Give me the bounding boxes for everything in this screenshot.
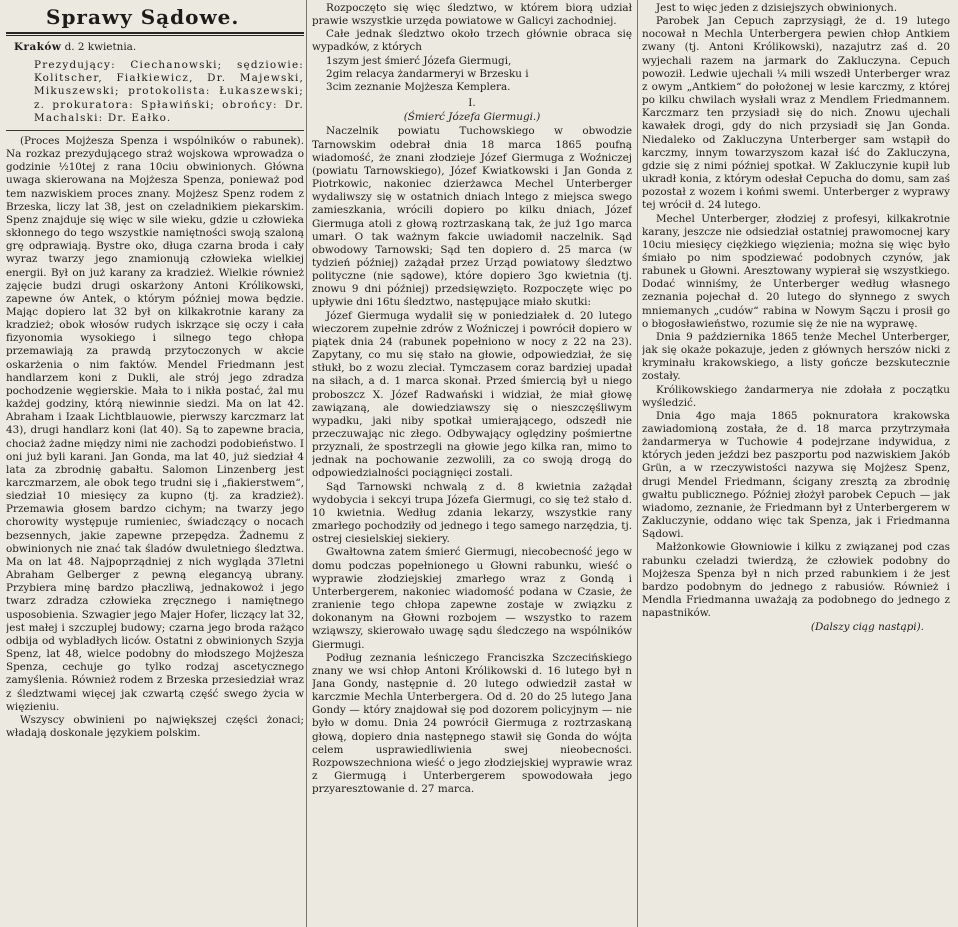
paragraph: Rozpoczęto się więc śledztwo, w którem biorą udział prawie wszystkie urzęda powiatowe w Galicyi zachodniej. xyxy=(312,2,632,28)
paragraph: Podług zeznania leśniczego Franciszka Szczecińskiego znany we wsi chłop Antoni Królikowski d. 16 lutego był n Jana Gondy, następnie d. 20 lutego odwiedził zastał w karczmie Mechla Unterbergera. Od d. 20 do 25 lutego Jana Gondy — który znajdował się pod dozorem policyjnym — nie było w domu. Dnia 24 powrócił Giermuga z roztrzaskaną głową, dopiero dnia następnego stawił się Gonda do wójta celem usprawiedliwienia swej nieobecności. Rozpowszechniona wieść o jego złodziejskiej wyprawie wraz z Giermugą i Unterbergerem spowodowała jego przyaresztowanie d. 27 marca. xyxy=(312,651,632,796)
paragraph: Dnia 4go maja 1865 poknuratora krakowska zawiadomioną została, że d. 18 marca przytrzymała żandarmerya w Tuchowie 4 podejrzane indywidua, z których jeden jeździ bez paszportu pod nazwiskiem Jakób Grün, a w rzeczywistości nazywa się Mojżesz Spenz, drugi Mendel Friedmann, ścigany zresztą za zbrodnię gwałtu publicznego. Później złożył parobek Cepuch — jak wiadomo, zeznanie, że Friedmann był z Unterbergerem w Zakluczynie, oddano więc tak Spenza, jak i Friedmanna Sądowi. xyxy=(642,409,950,541)
paragraph: Królikowskiego żandarmerya nie zdołała z początku wyśledzić. xyxy=(642,383,950,409)
column-rule xyxy=(637,0,638,927)
column-2 xyxy=(312,2,632,924)
column-3 xyxy=(642,2,950,924)
paragraph: Dnia 9 października 1865 tenże Mechel Unterberger, jak się okaże pokazuje, jeden z głównych herszów nicki z kryminału krakowskiego, a listy gończe bezskutecznie zostały. xyxy=(642,330,950,383)
continuation-note: (Dalszy ciąg nastąpi). xyxy=(810,621,924,634)
section-title: (Śmierć Józefa Giermugi.) xyxy=(403,111,541,124)
paragraph: Całe jednak śledztwo około trzech głównie obraca się wypadków, z których xyxy=(312,28,632,54)
paragraph: Gwałtowna zatem śmierć Giermugi, niecobecność jego w domu podczas popełnionego u Głowni rabunku, wieść o wyprawie złodziejskiej zmarłego wraz z Gondą i Unterbergerem, nakoniec wiadomość podana w Czasie, że zranienie tego chłopa zapewne zostaje w związku z dokonanym na Głowni rozbojem — wszystko to razem wziąwszy, skierowało uwagę sądu śledczego na wspólników Giermugi. xyxy=(312,546,632,651)
paragraph: Sąd Tarnowski nchwalą z d. 8 kwietnia zażądał wydobycia i sekcyi trupa Józefa Giermugi, co się też stało d. 10 kwietnia. Według zdania lekarzy, wszystkie rany zmarłego pochodziły od jednego i tego samego narzędzia, tj. ostrej ciesielskiej siekiery. xyxy=(312,480,632,546)
paragraph: Naczelnik powiatu Tuchowskiego w obwodzie Tarnowskim odebrał dnia 18 marca 1865 poufną wiadomość, że znani złodzieje Józef Giermuga z Woźniczej (powiatu Tarnowskiego), Józef Kwiatkowski i Jan Gonda z Piotrkowic, nakoniec dzierżawca Mechel Unterberger wydaliwszy się w ostatnich dniach lntego z miejsca swego zamieszkania, wrócili dopiero po kilku dniach, Józef Giermuga atoli z głową roztrzaskaną tak, że już 1go marca umarł. O tak ważnym fakcie uwiadomił naczelnik. Sąd obwodowy Tarnowski; Sąd ten dopiero d. 25 marca (w tydzień później) zażądał przez Urząd powiatowy śledztwo polityczne (nie sądowe), które dopiero 3go kwietnia (tj. znowu 9 dni później) przedsięwzięto. Rozpoczęte więc po upływie dni 16tu śledztwo, następujące miało skutki: xyxy=(312,125,632,309)
paragraph: (Proces Mojżesza Spenza i wspólników o rabunek). Na rozkaz prezydującego straż wojskowa wprowadza o godzinie ½10tej z rana 10ciu obwinionych. Główna uwaga skierowana na Mojżesza Spenza, ponieważ pod tem nazwiskiem proces znany. Mojżesz Spenz rodem z Brzeska, liczy lat 38, jest on czeladnikiem piekarskim. Spenz znajduje się więc w sile wieku, gdzie u człowieka skłonnego do tego wszystkie namiętności swoją szaloną grę odprawiają. Bystre oko, długa czarna broda i cały wyraz twarzy jego znamionują człowieka wielkiej energii. Był on już karany za kradzież. Wielkie również zajęcie budzi drugi oskarżony Antoni Królikowski, zapewne ów Antek, o którym później mowa będzie. Mając dopiero lat 32 był on kilkakrotnie karany za kradzież; obok włosów rudych iskrzące się oczy i cała fizyonomia wysokiego i silnego tego chłopa przemawiają za prawdą przytoczonych w akcie oskarżenia o nim faktów. Mendel Friedmann jest handlarzem koni z Dukli, ale strój jego zdradza pochodzenie węgierskie. Mała to i nikła postać, żal mu każdej godziny, którą niewinnie siedzi. Ma on lat 42. Abraham i Izaak Lichtblauowie, pierwszy karczmarz lat 43), drugi handlarz koni (lat 40). Są to zapewne bracia, chociaż żadne między nimi nie zachodzi podobieństwo. I oni już byli karani. Jan Gonda, ma lat 40, już siedział 4 lata za zbrodnię gabałtu. Salomon Linzenberg jest karczmarzem, ale obok tego trudni się i „fiakierstwem“, siedział 10 miesięcy za kupno (tj. za kradzież). Przemawia głosem bardzo cichym; na twarzy jego chorowity występuje rumieniec, świadczący o nocach bezsennych, jakie zapewne przepędza. Żadnemu z obwinionych nie znać tak śladów dwuletniego śledztwa. Ma on lat 48. Najpoprządniej z nich wygląda 37letni Abraham Gelberger z pewną elegancyą ubrany. Przybiera minę bardzo płaczliwą, jednakowoż i jego twarz zdradza człowieka zręcznego i namiętnego usposobienia. Szwagier jego Majer Hofer, liczący lat 32, jest małej i szczuplej budowy; czarna jego broda rażąco odbija od wybladłych liców. Ostatni z obwinionych Szyja Spenz, lat 48, wielce podobny do młodszego Mojżesza Spenza, cechuje go tylko rodzaj ascetycznego zamyślenia. Również rodem z Brzeska przesiedział wraz z śledztwami więcej jak czwartą część swego życia w więzieniu. xyxy=(6,134,304,713)
paragraph: Małżonkowie Głowniowie i kilku z związanej pod czas rabunku czeladzi twierdzą, że człowiek podobny do Mojżesza Spenza był n nich przed rabunkiem i że jest bardzo podobnym do jednego z rabusiów. Również i Mendla Friedmanna uważają za podobnego do jednego z napastników. xyxy=(642,541,950,620)
column-rule xyxy=(306,0,307,927)
section-masthead: Sprawy Sądowe. xyxy=(46,5,240,29)
column-1 xyxy=(6,2,304,924)
dateline-date: d. 2 kwietnia. xyxy=(61,41,137,53)
paragraph: Parobek Jan Cepuch zaprzysiągł, że d. 19 lutego nocował n Mechla Unterbergera pewien chłop Antkiem zwany (tj. Antoni Królikowski), nazajutrz zaś d. 20 wyjechali razem na jarmark do Zakluczyna. Cepuch powoził. Ledwie ujechali ¼ mili wszedł Unterberger wraz z owym „Antkiem“ do położonej w lesie karczmy, z której po kilku chwilach wysłali wraz z Mendlem Friedmannem. Karczmarz ten przysiadł się do nich. Znowu ujechali kawałek drogi, gdy do nich przysiadł się Jan Gonda. Niedaleko od Zakluczyna Unterberger sam wstąpił do karczmy, innym towarzyszom kazał iść do Zakluczyna, gdzie się z nimi później spotkał. W Zakluczynie kupił lub ukradł konia, z którym odesłał Cepucha do domu, sam zaś pozostał z wozem i końmi swemi. Unterberger z wyprawy tej wrócił d. 24 lutego. xyxy=(642,15,950,212)
list-item: 2gim relacya żandarmeryi w Brzesku i xyxy=(326,67,529,80)
dateline xyxy=(14,41,304,54)
paragraph: Mechel Unterberger, złodziej z profesyi, kilkakrotnie karany, jeszcze nie odsiedział ostatniej prawomocnej kary 10ciu miesięcy ciężkiego więzienia; można się więc było śmiało po nim spodziewać podobnych czynów, jak rabunek u Głowni. Aresztowany wypierał się wszystkiego. Dodać winniśmy, że Unterberger według własnego zeznania pojechał d. 20 lutego do słynnego z swych mniemanych „cudów“ rabina w Nowym Sączu i prosił go o błogosławieństwo, rozumie się że nie na wyprawę. xyxy=(642,212,950,330)
dateline-city: Kraków xyxy=(14,41,62,53)
masthead-rule xyxy=(6,32,304,36)
list-item: 3cim zeznanie Mojżesza Kemplera. xyxy=(326,80,511,93)
paragraph: Jest to więc jeden z dzisiejszych obwinionych. xyxy=(656,2,898,14)
separator-rule xyxy=(6,130,304,131)
list-item: 1szym jest śmierć Józefa Giermugi, xyxy=(326,54,512,67)
paragraph: Józef Giermuga wydalił się w poniedziałek d. 20 lutego wieczorem zupełnie zdrów z Woźniczej i powrócił dopiero w piątek dnia 24 (rabunek popełniono w nocy z 22 na 23). Zapytany, co mu się stało na głowie, odpowiedział, że się stłukł, bo z wozu zleciał. Tymczasem coraz bardziej upadał na siłach, a d. 1 marca skonał. Przed śmiercią był u niego proboszcz X. Józef Radwański i widział, że miał głowę zawiązaną, ale dowiedziawszy się o nieszczęśliwym wypadku, jaki niby spotkał umierającego, odszedł nie przeczuwając nic złego. Odbywający oględziny pośmiertne przyznali, że spostrzegli na głowie jego kilka ran, mimo to jednak na pochowanie zezwolili, za co swoją drogą do odpowiedzialności pociągnięci zostali. xyxy=(312,309,632,480)
section-number: I. xyxy=(468,97,476,110)
court-composition: Prezydujący: Ciechanowski; sędziowie: Kolitscher, Fiałkiewicz, Dr. Majewski, Mikuszewski; protokolista: Łukaszewski; z. prokuratora: Spławiński; obrońcy: Dr. Machalski: Dr. Eałko. xyxy=(34,59,304,124)
paragraph: Wszyscy obwinieni po największej części żonaci; władają doskonale językiem polskim. xyxy=(6,713,304,739)
